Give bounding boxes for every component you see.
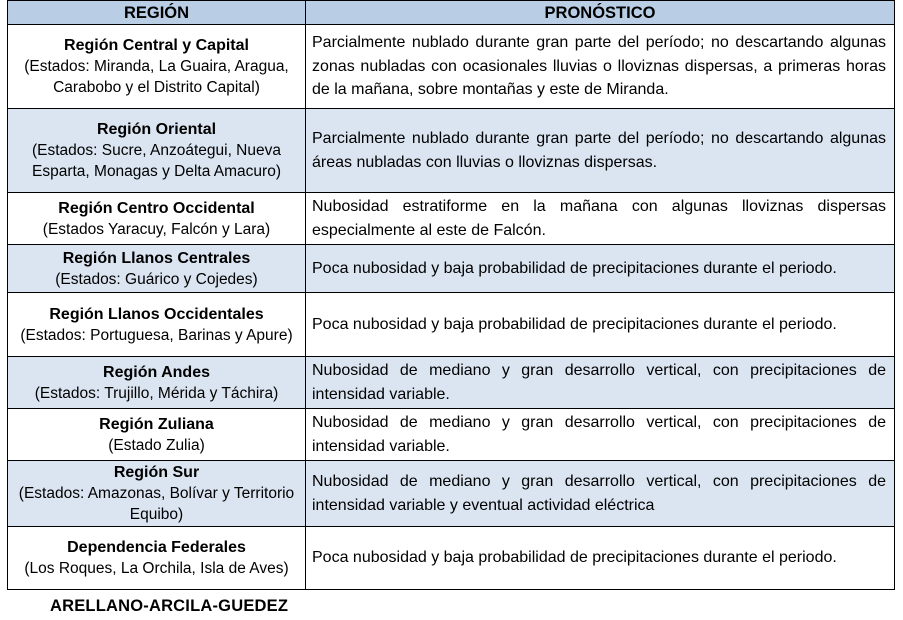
region-cell	[8, 293, 306, 357]
table-row	[8, 193, 895, 245]
forecast-text: Parcialmente nublado durante gran parte del período; no descartando algunas áreas nubladas con lluvias o lloviznas dispersas.	[306, 109, 895, 193]
region-states: (Estados: Trujillo, Mérida y Táchira)	[34, 384, 279, 402]
region-name: Región Zuliana	[99, 415, 214, 433]
region-name: Dependencia Federales	[67, 539, 246, 556]
forecast-text: Poca nubosidad y baja probabilidad de precipitaciones durante el periodo.	[306, 245, 895, 293]
region-cell	[8, 193, 306, 245]
region-cell	[8, 409, 306, 461]
region-cell	[8, 109, 306, 193]
region-name: Región Central y Capital	[64, 37, 249, 54]
table-row	[8, 25, 895, 109]
forecast-text: Nubosidad de mediano y gran desarrollo vertical, con precipitaciones de intensidad variable y eventual actividad eléctrica	[306, 461, 895, 527]
table-row	[8, 293, 895, 357]
forecast-column-header: PRONÓSTICO	[306, 1, 895, 25]
region-states: (Estados: Sucre, Anzoátegui, Nueva Esparta, Monagas y Delta Amacuro)	[31, 142, 281, 180]
table-row	[8, 527, 895, 590]
table-row	[8, 109, 895, 193]
table-row	[8, 461, 895, 527]
forecast-text: Parcialmente nublado durante gran parte del período; no descartando algunas zonas nubladas con ocasionales lluvias o lloviznas dispersas, a primeras horas de la mañana, sobre montañas y este de Miranda.	[306, 25, 895, 109]
region-name: Región Llanos Centrales	[62, 249, 251, 267]
header-row	[8, 1, 895, 25]
table-row	[8, 409, 895, 461]
region-cell	[8, 357, 306, 409]
region-states: (Estados: Portuguesa, Barinas y Apure)	[20, 326, 293, 344]
table-body	[8, 25, 895, 590]
forecast-text: Poca nubosidad y baja probabilidad de precipitaciones durante el periodo.	[306, 293, 895, 357]
region-cell	[8, 25, 306, 109]
forecast-table	[7, 0, 895, 590]
region-states: (Estados: Amazonas, Bolívar y Territorio Equibo)	[18, 485, 295, 523]
forecast-text: Nubosidad estratiforme en la mañana con algunas lloviznas dispersas especialmente al este de Falcón.	[306, 193, 895, 245]
region-column-header: REGIÓN	[8, 1, 306, 25]
forecast-text: Poca nubosidad y baja probabilidad de precipitaciones durante el periodo.	[306, 527, 895, 590]
forecast-text: Nubosidad de mediano y gran desarrollo vertical, con precipitaciones de intensidad variable.	[306, 357, 895, 409]
region-name: Región Oriental	[96, 121, 217, 138]
region-states: (Estados: Guárico y Cojedes)	[55, 270, 258, 288]
region-states: (Estados: Miranda, La Guaira, Aragua, Carabobo y el Distrito Capital)	[24, 58, 289, 96]
region-name: Región Centro Occidental	[58, 199, 255, 217]
region-states: (Los Roques, La Orchila, Isla de Aves)	[24, 560, 289, 577]
region-states: (Estado Zulia)	[108, 436, 205, 454]
table-row	[8, 245, 895, 293]
region-cell	[8, 245, 306, 293]
table-header	[8, 1, 895, 25]
forecast-text: Nubosidad de mediano y gran desarrollo vertical, con precipitaciones de intensidad variable.	[306, 409, 895, 461]
table-row	[8, 357, 895, 409]
region-name: Región Llanos Occidentales	[49, 305, 264, 323]
author-signature: ARELLANO-ARCILA-GUEDEZ	[50, 597, 289, 615]
region-cell	[8, 461, 306, 527]
region-name: Región Sur	[113, 464, 200, 481]
region-states: (Estados Yaracuy, Falcón y Lara)	[42, 220, 271, 238]
region-cell	[8, 527, 306, 590]
region-name: Región Andes	[103, 363, 210, 381]
